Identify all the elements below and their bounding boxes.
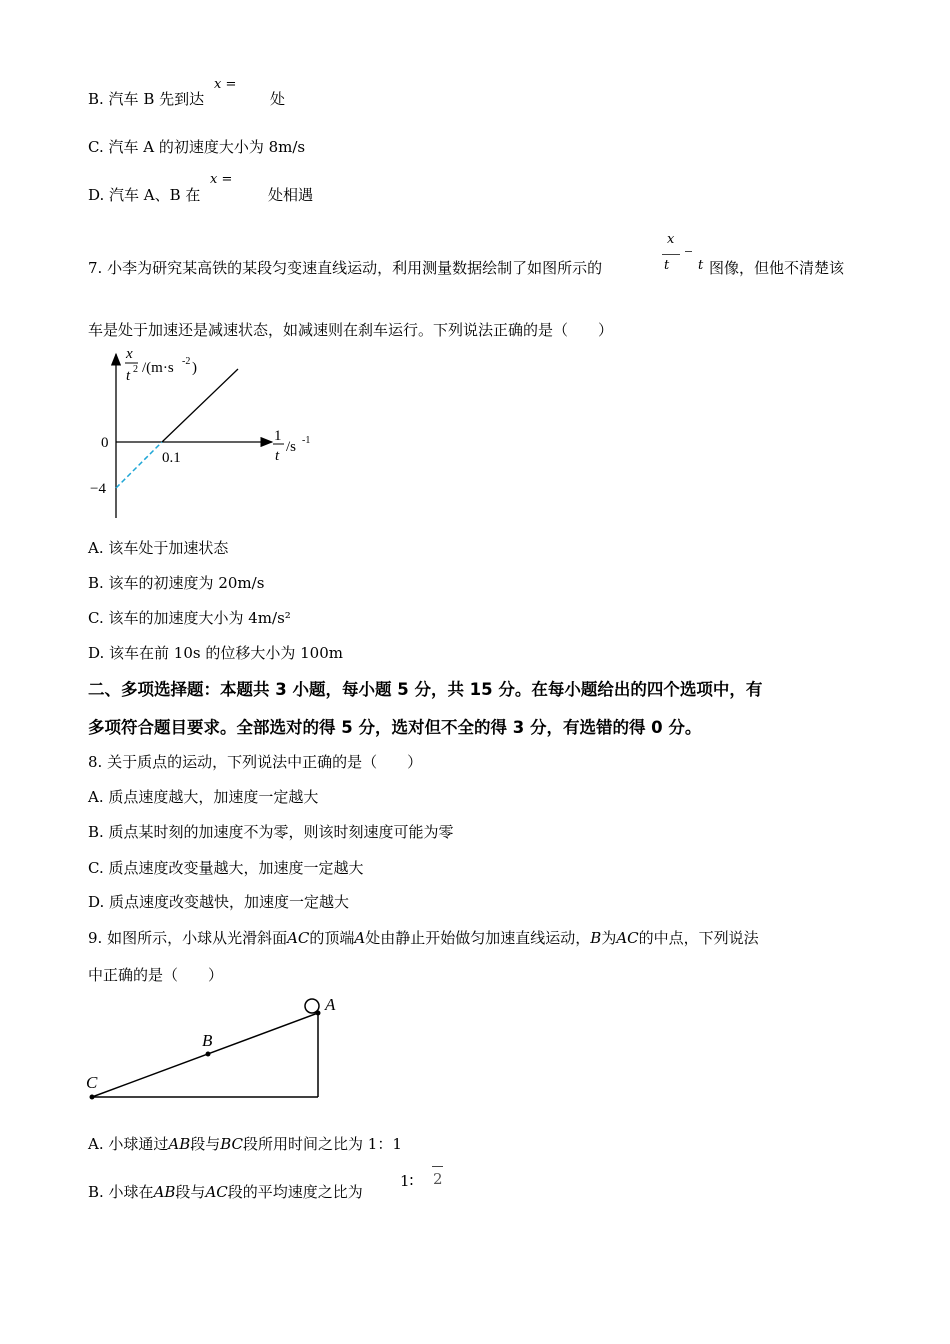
q9-option-b — [88, 1181, 363, 1202]
q8-stem: 8. 关于质点的运动，下列说法中正确的是（ ） — [88, 753, 423, 771]
q9-option-a-p3: 段所用时间之比为 1：1 — [243, 1135, 402, 1153]
q9-stem-point-b: B — [590, 929, 602, 947]
q9-stem — [88, 927, 759, 948]
q7-ylabel-num: x — [126, 346, 133, 362]
q9-stem-c: 处由静止开始做匀加速直线运动， — [365, 929, 591, 947]
q9-point-b — [206, 1052, 211, 1057]
q9-stem-d: 为 — [601, 929, 617, 947]
q9-stem-line2: 中正确的是（ ） — [88, 966, 224, 984]
q7-xlabel-unit-exp: -1 — [302, 435, 311, 446]
q9-stem-ac: AC — [287, 929, 310, 947]
q9-stem-point-a: A — [354, 929, 366, 947]
section2-heading-line1: 二、多项选择题：本题共 3 小题，每小题 5 分，共 15 分。在每小题给出的四个选项中，有 — [88, 680, 763, 699]
q9-option-a-ab: AB — [168, 1135, 191, 1153]
q8-option-c: C. 质点速度改变量越大，加速度一定越大 — [88, 859, 364, 877]
q7-stem-line2: 车是处于加速还是减速状态，如减速则在刹车运行。下列说法正确的是（ ） — [88, 321, 614, 339]
q7-frac-bar — [662, 254, 680, 255]
q7-line-dashed — [116, 442, 162, 488]
q9-option-b-p2: 段与 — [175, 1183, 206, 1201]
q6-option-b-text: B. 汽车 B 先到达 — [88, 90, 205, 108]
q6-option-d-after: 处相遇 — [268, 186, 314, 204]
q9-stem-e: 的中点，下列说法 — [638, 929, 759, 947]
q7-frac-extra: t — [698, 258, 704, 273]
q9-stem-b: 的顶端 — [309, 929, 355, 947]
q7-option-d: D. 该车在前 10s 的位移大小为 100m — [88, 644, 343, 662]
q7-stem-cont: 图像，但他不清楚该 — [709, 259, 845, 277]
q8-option-b: B. 质点某时刻的加速度不为零，则该时刻速度可能为零 — [88, 823, 454, 841]
q9-incline-diagram — [82, 990, 352, 1105]
q7-stem: 7. 小李为研究某高铁的某段匀变速直线运动，利用测量数据绘制了如图所示的 — [88, 259, 603, 277]
q7-y-tick: −4 — [90, 481, 106, 497]
q9-point-c — [90, 1095, 95, 1100]
q9-option-b-root: 2 — [433, 1170, 443, 1188]
q7-origin-label: 0 — [101, 435, 109, 451]
q7-xlabel-unit: /s — [286, 439, 297, 455]
q7-option-a: A. 该车处于加速状态 — [88, 539, 229, 557]
q9-label-b: B — [202, 1031, 213, 1050]
section2-heading-line2: 多项符合题目要求。全部选对的得 5 分，选对但不全的得 3 分，有选错的得 0 分。 — [88, 718, 702, 737]
q8-option-d: D. 质点速度改变越快，加速度一定越大 — [88, 893, 350, 911]
q9-incline-slope — [92, 1013, 318, 1097]
q7-ylabel-unit: /(m·s — [142, 360, 174, 376]
q9-option-b-p1: B. 小球在 — [88, 1183, 154, 1201]
q9-label-c: C — [86, 1073, 98, 1092]
q9-sqrt-bar — [432, 1166, 443, 1167]
q6-option-b-formula: x = — [214, 77, 237, 92]
q6-option-d — [88, 184, 200, 205]
q7-ylabel-den: t — [126, 368, 131, 384]
q9-option-a-p2: 段与 — [190, 1135, 221, 1153]
q8-option-a: A. 质点速度越大，加速度一定越大 — [88, 788, 319, 806]
q7-graph — [90, 340, 330, 520]
q9-option-b-p3: 段的平均速度之比为 — [227, 1183, 363, 1201]
q9-option-a-p1: A. 小球通过 — [88, 1135, 169, 1153]
q6-option-d-formula: x = — [210, 172, 233, 187]
q7-ylabel-close: ) — [192, 360, 197, 376]
q7-frac-den: t — [664, 258, 670, 273]
q9-option-a — [88, 1133, 402, 1154]
q7-option-c: C. 该车的加速度大小为 4m/s² — [88, 609, 291, 627]
q7-option-b: B. 该车的初速度为 20m/s — [88, 574, 265, 592]
q9-option-a-bc: BC — [220, 1135, 244, 1153]
q9-stem-a: 9. 如图所示，小球从光滑斜面 — [88, 929, 288, 947]
q6-option-d-text: D. 汽车 A、B 在 — [88, 186, 201, 204]
q7-xlabel-den: t — [275, 448, 280, 464]
q7-frac-dash — [685, 251, 692, 252]
q9-point-a — [316, 1011, 321, 1016]
q7-xlabel-num: 1 — [274, 428, 282, 444]
q7-line-solid — [162, 369, 238, 442]
q7-ylabel-unit-exp: -2 — [182, 356, 191, 367]
q6-option-b-after: 处 — [270, 90, 286, 108]
q7-ylabel-exp: 2 — [133, 364, 138, 375]
q9-option-b-ratio: 1∶ — [400, 1172, 414, 1190]
q6-option-c: C. 汽车 A 的初速度大小为 8m/s — [88, 138, 306, 156]
q9-stem-ac-2: AC — [616, 929, 639, 947]
q7-frac-num: x — [667, 232, 675, 247]
q9-option-b-ac: AC — [205, 1183, 228, 1201]
q9-option-b-ab: AB — [153, 1183, 176, 1201]
q9-label-a: A — [325, 995, 336, 1014]
q7-x-tick: 0.1 — [162, 450, 181, 466]
q6-option-b — [88, 88, 204, 109]
